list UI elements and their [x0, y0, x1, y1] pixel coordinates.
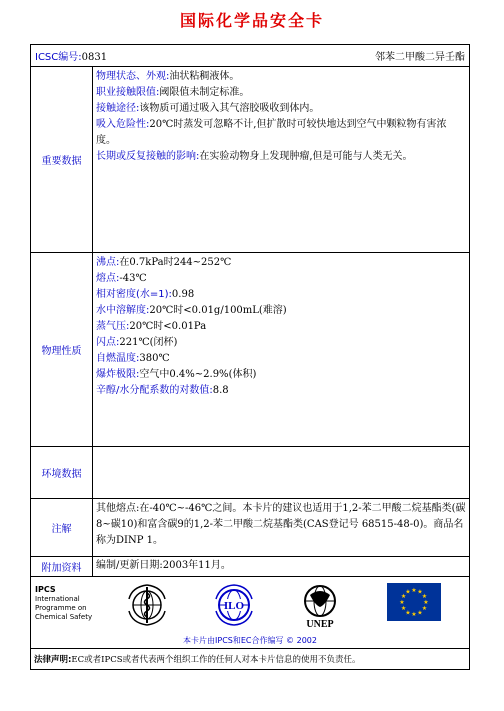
ipcs-abbr: IPCS: [35, 585, 56, 594]
svg-text:★: ★: [411, 587, 417, 594]
item-exposure-limit: [96, 85, 466, 101]
prop-key: 蒸气压:: [96, 321, 130, 332]
item-appearance: [96, 69, 466, 85]
prop-boiling-point: [96, 255, 466, 271]
who-emblem-icon: [123, 581, 171, 629]
prop-key: 水中溶解度:: [96, 305, 150, 316]
prop-relative-density: [96, 287, 466, 303]
prop-value: 空气中0.4%~2.9%(体积): [139, 369, 257, 380]
ipcs-line1: International: [35, 595, 80, 603]
environment-section: [31, 447, 469, 499]
prop-autoignition: [96, 351, 466, 367]
ipcs-line3: Chemical Safety: [35, 613, 93, 621]
legal-notice: [31, 649, 469, 669]
item-key: 长期或反复接触的影响:: [96, 151, 200, 162]
item-value: 阈限值未制定标准。: [159, 87, 250, 98]
prop-water-solubility: [96, 303, 466, 319]
item-key: 吸入危险性:: [96, 119, 150, 130]
item-exposure-route: [96, 101, 466, 117]
icsc-number-field: [35, 48, 107, 63]
chemical-name: 邻苯二甲酸二异壬酯: [375, 52, 465, 63]
additional-info-section: [31, 557, 469, 577]
prop-key: 自燃温度:: [96, 353, 140, 364]
prop-value: -43℃: [119, 273, 147, 284]
physical-properties-label: 物理性质: [31, 253, 93, 446]
item-value: 油状粘稠液体。: [169, 71, 240, 82]
prop-key: 闪点:: [96, 337, 120, 348]
item-value: 该物质可通过吸入其气溶胶吸收到体内。: [139, 103, 320, 114]
prop-value: 221℃(闭杯): [119, 337, 178, 348]
prop-vapour-pressure: [96, 319, 466, 335]
important-data-content: [93, 67, 469, 252]
prop-key: 熔点:: [96, 273, 120, 284]
environment-content: [93, 447, 469, 498]
prop-value: 20℃时<0.01Pa: [129, 321, 207, 332]
additional-info-label: 附加资料: [31, 557, 93, 576]
important-data-section: [31, 67, 469, 253]
prop-flash-point: [96, 335, 466, 351]
item-value: 20℃时蒸发可忽略不计,但扩散时可较快地达到空气中颗粒物有害浓度。: [96, 119, 447, 146]
svg-text:★: ★: [405, 588, 411, 596]
prop-value: 在0.7kPa时244~252℃: [119, 257, 232, 268]
prop-value: 8.8: [212, 385, 229, 396]
legal-key: 法律声明:: [34, 655, 72, 665]
card-title: 国际化学品安全卡: [179, 11, 324, 30]
svg-text:★: ★: [405, 609, 411, 617]
legal-text: EC或者IPCS或者代表两个组织工作的任何人对本卡片信息的使用不负责任。: [71, 655, 361, 665]
notes-content: 其他熔点:在-40℃~-46℃之间。本卡片的建议也适用于1,2-苯二甲酸二烷基酯类(碳8~碳10)和富含碳9的1,2-苯二甲酸二烷基酯类(CAS登记号 68515-48-0)。商品名称为DINP 1。: [96, 503, 466, 546]
item-key: 接触途径:: [96, 103, 140, 114]
eu-flag-icon: [387, 583, 441, 621]
important-data-label: 重要数据: [31, 67, 93, 252]
safety-card: [30, 44, 470, 670]
physical-properties-content: [93, 253, 469, 446]
svg-text:ILO: ILO: [223, 600, 245, 612]
icsc-label: ICSC编号:: [35, 52, 82, 63]
physical-properties-section: [31, 253, 469, 447]
ipcs-name-block: [35, 585, 92, 622]
prop-explosive-limits: [96, 367, 466, 383]
svg-text:★: ★: [421, 593, 428, 600]
prop-log-kow: [96, 383, 466, 399]
svg-text:★: ★: [399, 599, 405, 606]
svg-text:★: ★: [400, 605, 407, 612]
svg-text:★: ★: [417, 588, 423, 596]
item-value: 在实验动物身上发现肿瘤,但是可能与人类无关。: [199, 151, 413, 162]
cooperation-note: 本卡片由IPCS和EC合作编写 © 2002: [183, 636, 317, 645]
notes-label: 注解: [31, 499, 93, 556]
prop-key: 辛醇/水分配系数的对数值:: [96, 385, 213, 396]
ilo-emblem-icon: [209, 581, 259, 629]
prop-key: 相对密度(水=1):: [96, 289, 172, 300]
prop-key: 爆炸极限:: [96, 369, 140, 380]
environment-label: 环境数据: [31, 447, 93, 498]
prop-key: 沸点:: [96, 257, 120, 268]
svg-text:★: ★: [400, 593, 407, 600]
item-long-term-effects: [96, 149, 466, 165]
ipcs-footer: [31, 577, 469, 649]
item-key: 职业接触限值:: [96, 87, 160, 98]
item-key: 物理状态、外观:: [96, 71, 170, 82]
svg-text:★: ★: [417, 609, 423, 617]
svg-text:★: ★: [421, 605, 428, 612]
prop-value: 20℃时<0.01g/100mL(难溶): [149, 305, 287, 316]
prop-value: 380℃: [139, 353, 170, 364]
card-header: [31, 45, 469, 67]
icsc-number: 0831: [81, 52, 108, 63]
item-inhalation-risk: [96, 117, 466, 149]
prop-value: 0.98: [171, 289, 195, 300]
unep-label: UNEP: [306, 619, 334, 630]
svg-text:★: ★: [411, 611, 417, 618]
ipcs-line2: Programme on: [35, 604, 87, 612]
notes-section: [31, 499, 469, 557]
additional-info-content: 编制/更新日期:2003年11月。: [96, 560, 231, 571]
prop-melting-point: [96, 271, 466, 287]
svg-text:★: ★: [423, 599, 429, 606]
